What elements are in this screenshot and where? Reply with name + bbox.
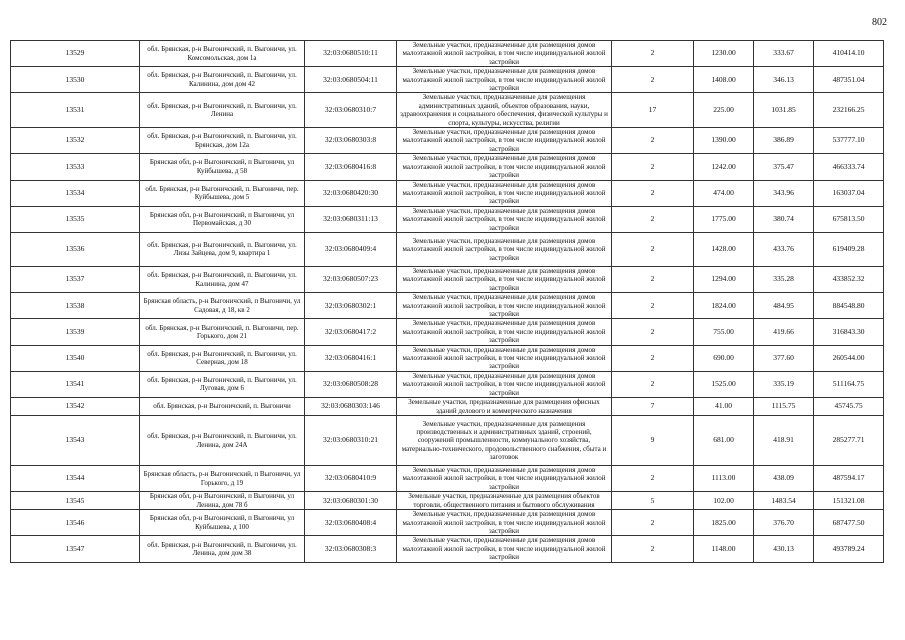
table-row: [11, 345, 884, 371]
row-id-cell: 13535: [11, 206, 140, 232]
cadastral-number-cell: 32:03:0680416:8: [305, 154, 397, 180]
address-cell: обл. Брянская, р-н Выгоничский, п. Выгоничи, ул. Лизы Зайцева, дом 9, квартира 1: [140, 232, 305, 266]
table-body: [11, 41, 884, 563]
cadastral-number-cell: 32:03:0680508:28: [305, 371, 397, 397]
land-use-cell: Земельные участки, предназначенные для размещения домов малоэтажной жилой застройки, в том числе индивидуальной жилой застройки: [397, 206, 612, 232]
area-cell: 1148.00: [694, 536, 754, 562]
unit-value-cell: 484.95: [754, 293, 814, 319]
table-row: [11, 536, 884, 562]
land-use-cell: Земельные участки, предназначенные для размещения домов малоэтажной жилой застройки, в том числе индивидуальной жилой застройки: [397, 536, 612, 562]
row-id-cell: 13542: [11, 398, 140, 416]
land-use-cell: Земельные участки, предназначенные для размещения домов малоэтажной жилой застройки, в том числе индивидуальной жилой застройки: [397, 154, 612, 180]
table-row: [11, 67, 884, 93]
row-id-cell: 13531: [11, 93, 140, 128]
row-id-cell: 13534: [11, 180, 140, 206]
use-group-cell: 2: [612, 67, 694, 93]
address-cell: обл. Брянская, р-н Выгоничский, п. Выгоничи, ул. Ленина, дом дом 38: [140, 536, 305, 562]
use-group-cell: 5: [612, 492, 694, 510]
unit-value-cell: 430.13: [754, 536, 814, 562]
use-group-cell: 2: [612, 510, 694, 536]
use-group-cell: 2: [612, 319, 694, 345]
row-id-cell: 13547: [11, 536, 140, 562]
use-group-cell: 2: [612, 41, 694, 67]
unit-value-cell: 346.13: [754, 67, 814, 93]
cadastral-value-cell: 493789.24: [814, 536, 884, 562]
address-cell: Брянская обл, р-н Выгоничский, п Выгоничи, ул Куйбышева, д 58: [140, 154, 305, 180]
area-cell: 474.00: [694, 180, 754, 206]
use-group-cell: 17: [612, 93, 694, 128]
row-id-cell: 13546: [11, 510, 140, 536]
row-id-cell: 13544: [11, 466, 140, 492]
cadastral-number-cell: 32:03:0680303:146: [305, 398, 397, 416]
cadastral-value-cell: 537777.10: [814, 128, 884, 154]
table-row: [11, 154, 884, 180]
cadastral-number-cell: 32:03:0680410:9: [305, 466, 397, 492]
table-row: [11, 293, 884, 319]
row-id-cell: 13536: [11, 232, 140, 266]
table-row: [11, 492, 884, 510]
row-id-cell: 13530: [11, 67, 140, 93]
table-row: [11, 398, 884, 416]
use-group-cell: 2: [612, 232, 694, 266]
use-group-cell: 2: [612, 206, 694, 232]
address-cell: обл. Брянская, р-н Выгоничский, п. Выгоничи, ул. Ленина, дом 24А: [140, 416, 305, 466]
area-cell: 1408.00: [694, 67, 754, 93]
table-row: [11, 180, 884, 206]
unit-value-cell: 333.67: [754, 41, 814, 67]
use-group-cell: 2: [612, 536, 694, 562]
area-cell: 1428.00: [694, 232, 754, 266]
row-id-cell: 13529: [11, 41, 140, 67]
table-row: [11, 319, 884, 345]
unit-value-cell: 1483.54: [754, 492, 814, 510]
cadastral-number-cell: 32:03:0680417:2: [305, 319, 397, 345]
land-use-cell: Земельные участки, предназначенные для размещения домов малоэтажной жилой застройки, в том числе индивидуальной жилой застройки: [397, 266, 612, 292]
unit-value-cell: 1031.85: [754, 93, 814, 128]
table-row: [11, 371, 884, 397]
area-cell: 1294.00: [694, 266, 754, 292]
cadastral-number-cell: 32:03:0680310:21: [305, 416, 397, 466]
cadastral-number-cell: 32:03:0680420:30: [305, 180, 397, 206]
unit-value-cell: 376.70: [754, 510, 814, 536]
cadastral-number-cell: 32:03:0680303:8: [305, 128, 397, 154]
use-group-cell: 2: [612, 154, 694, 180]
address-cell: обл. Брянская, р-н Выгоничский, п. Выгоничи, ул. Калинина, дом 47: [140, 266, 305, 292]
land-use-cell: Земельные участки, предназначенные для размещения домов малоэтажной жилой застройки, в том числе индивидуальной жилой застройки: [397, 319, 612, 345]
area-cell: 1113.00: [694, 466, 754, 492]
land-use-cell: Земельные участки, предназначенные для размещения домов малоэтажной жилой застройки, в том числе индивидуальной жилой застройки: [397, 128, 612, 154]
unit-value-cell: 438.09: [754, 466, 814, 492]
use-group-cell: 2: [612, 128, 694, 154]
land-use-cell: Земельные участки, предназначенные для размещения домов малоэтажной жилой застройки, в том числе индивидуальной жилой застройки: [397, 180, 612, 206]
cadastral-value-cell: 487594.17: [814, 466, 884, 492]
table-row: [11, 466, 884, 492]
row-id-cell: 13540: [11, 345, 140, 371]
cadastral-value-table: [10, 40, 884, 563]
address-cell: Брянская обл, р-н Выгоничский, п Выгоничи, ул Куйбышева, д 100: [140, 510, 305, 536]
row-id-cell: 13537: [11, 266, 140, 292]
page-number: 802: [872, 17, 887, 28]
land-use-cell: Земельные участки, предназначенные для размещения домов малоэтажной жилой застройки, в том числе индивидуальной жилой застройки: [397, 510, 612, 536]
land-use-cell: Земельные участки, предназначенные для размещения домов малоэтажной жилой застройки, в том числе индивидуальной жилой застройки: [397, 67, 612, 93]
address-cell: Брянская область, р-н Выгоничский, п Выгоничи, ул Горького, д 19: [140, 466, 305, 492]
area-cell: 1390.00: [694, 128, 754, 154]
cadastral-value-cell: 433852.32: [814, 266, 884, 292]
cadastral-value-cell: 466333.74: [814, 154, 884, 180]
table-row: [11, 416, 884, 466]
cadastral-value-cell: 511164.75: [814, 371, 884, 397]
unit-value-cell: 433.76: [754, 232, 814, 266]
use-group-cell: 2: [612, 180, 694, 206]
cadastral-value-cell: 675813.50: [814, 206, 884, 232]
row-id-cell: 13543: [11, 416, 140, 466]
cadastral-value-cell: 687477.50: [814, 510, 884, 536]
cadastral-value-cell: 260544.00: [814, 345, 884, 371]
unit-value-cell: 380.74: [754, 206, 814, 232]
address-cell: Брянская область, р-н Выгоничский, п Выгоничи, ул Садовая, д 18, кв 2: [140, 293, 305, 319]
row-id-cell: 13533: [11, 154, 140, 180]
cadastral-value-cell: 151321.08: [814, 492, 884, 510]
use-group-cell: 2: [612, 293, 694, 319]
cadastral-value-cell: 232166.25: [814, 93, 884, 128]
land-use-cell: Земельные участки, предназначенные для размещения объектов торговли, общественного питания и бытового обслуживания: [397, 492, 612, 510]
use-group-cell: 7: [612, 398, 694, 416]
cadastral-number-cell: 32:03:0680311:13: [305, 206, 397, 232]
cadastral-number-cell: 32:03:0680409:4: [305, 232, 397, 266]
table-row: [11, 128, 884, 154]
land-use-cell: Земельные участки, предназначенные для размещения домов малоэтажной жилой застройки, в том числе индивидуальной жилой застройки: [397, 232, 612, 266]
unit-value-cell: 343.96: [754, 180, 814, 206]
area-cell: 1824.00: [694, 293, 754, 319]
cadastral-value-cell: 316843.30: [814, 319, 884, 345]
area-cell: 1775.00: [694, 206, 754, 232]
cadastral-value-cell: 487351.04: [814, 67, 884, 93]
unit-value-cell: 1115.75: [754, 398, 814, 416]
cadastral-number-cell: 32:03:0680416:1: [305, 345, 397, 371]
address-cell: обл. Брянская, р-н Выгоничский, п. Выгоничи, ул. Ленина: [140, 93, 305, 128]
area-cell: 690.00: [694, 345, 754, 371]
cadastral-number-cell: 32:03:0680510:11: [305, 41, 397, 67]
row-id-cell: 13538: [11, 293, 140, 319]
table-row: [11, 206, 884, 232]
land-use-cell: Земельные участки, предназначенные для размещения офисных зданий делового и коммерческого назначения: [397, 398, 612, 416]
cadastral-number-cell: 32:03:0680507:23: [305, 266, 397, 292]
area-cell: 41.00: [694, 398, 754, 416]
cadastral-number-cell: 32:03:0680302:1: [305, 293, 397, 319]
address-cell: обл. Брянская, р-н Выгоничский, п. Выгоничи, пер. Горького, дом 21: [140, 319, 305, 345]
unit-value-cell: 419.66: [754, 319, 814, 345]
address-cell: Брянская обл, р-н Выгоничский, п Выгоничи, ул Ленина, дом 78 б: [140, 492, 305, 510]
cadastral-value-cell: 619409.28: [814, 232, 884, 266]
area-cell: 102.00: [694, 492, 754, 510]
cadastral-value-cell: 884548.80: [814, 293, 884, 319]
land-use-cell: Земельные участки, предназначенные для размещения домов малоэтажной жилой застройки, в том числе индивидуальной жилой застройки: [397, 345, 612, 371]
unit-value-cell: 375.47: [754, 154, 814, 180]
area-cell: 1242.00: [694, 154, 754, 180]
address-cell: обл. Брянская, р-н Выгоничский, п. Выгоничи, ул. Комсомольская, дом 1а: [140, 41, 305, 67]
address-cell: обл. Брянская, р-н Выгоничский, п. Выгоничи, ул. Луговая, дом 6: [140, 371, 305, 397]
unit-value-cell: 418.91: [754, 416, 814, 466]
cadastral-value-cell: 410414.10: [814, 41, 884, 67]
row-id-cell: 13541: [11, 371, 140, 397]
unit-value-cell: 335.28: [754, 266, 814, 292]
use-group-cell: 2: [612, 266, 694, 292]
cadastral-number-cell: 32:03:0680310:7: [305, 93, 397, 128]
address-cell: обл. Брянская, р-н Выгоничский, п. Выгоничи, пер. Куйбышева, дом 5: [140, 180, 305, 206]
land-use-cell: Земельные участки, предназначенные для размещения домов малоэтажной жилой застройки, в том числе индивидуальной жилой застройки: [397, 293, 612, 319]
unit-value-cell: 377.60: [754, 345, 814, 371]
address-cell: Брянская обл, р-н Выгоничский, п Выгоничи, ул Первомайская, д 30: [140, 206, 305, 232]
address-cell: обл. Брянская, р-н Выгоничский, п. Выгоничи: [140, 398, 305, 416]
cadastral-value-cell: 163037.04: [814, 180, 884, 206]
cadastral-value-cell: 285277.71: [814, 416, 884, 466]
area-cell: 681.00: [694, 416, 754, 466]
land-use-cell: Земельные участки, предназначенные для размещения домов малоэтажной жилой застройки, в том числе индивидуальной жилой застройки: [397, 41, 612, 67]
address-cell: обл. Брянская, р-н Выгоничский, п. Выгоничи, ул. Калинина, дом дом 42: [140, 67, 305, 93]
cadastral-number-cell: 32:03:0680308:3: [305, 536, 397, 562]
address-cell: обл. Брянская, р-н Выгоничский, п. Выгоничи, ул. Брянская, дом 12а: [140, 128, 305, 154]
address-cell: обл. Брянская, р-н Выгоничский, п. Выгоничи, ул. Северная, дом 18: [140, 345, 305, 371]
cadastral-number-cell: 32:03:0680301:30: [305, 492, 397, 510]
table-row: [11, 232, 884, 266]
area-cell: 1230.00: [694, 41, 754, 67]
table-row: [11, 93, 884, 128]
row-id-cell: 13545: [11, 492, 140, 510]
area-cell: 755.00: [694, 319, 754, 345]
cadastral-number-cell: 32:03:0680504:11: [305, 67, 397, 93]
use-group-cell: 2: [612, 466, 694, 492]
area-cell: 1825.00: [694, 510, 754, 536]
land-use-cell: Земельные участки, предназначенные для размещения производственных и административных зданий, строений, сооружений промышленности, коммунального хозяйства, материально-технического, продовольственного снабжения, сбыта и заготовок: [397, 416, 612, 466]
table-row: [11, 266, 884, 292]
unit-value-cell: 335.19: [754, 371, 814, 397]
row-id-cell: 13539: [11, 319, 140, 345]
area-cell: 1525.00: [694, 371, 754, 397]
use-group-cell: 2: [612, 345, 694, 371]
table-row: [11, 41, 884, 67]
cadastral-value-cell: 45745.75: [814, 398, 884, 416]
land-use-cell: Земельные участки, предназначенные для размещения домов малоэтажной жилой застройки, в том числе индивидуальной жилой застройки: [397, 371, 612, 397]
use-group-cell: 2: [612, 371, 694, 397]
table-row: [11, 510, 884, 536]
land-use-cell: Земельные участки, предназначенные для размещения домов малоэтажной жилой застройки, в том числе индивидуальной жилой застройки: [397, 466, 612, 492]
cadastral-number-cell: 32:03:0680408:4: [305, 510, 397, 536]
unit-value-cell: 386.89: [754, 128, 814, 154]
area-cell: 225.00: [694, 93, 754, 128]
use-group-cell: 9: [612, 416, 694, 466]
row-id-cell: 13532: [11, 128, 140, 154]
land-use-cell: Земельные участки, предназначенные для размещения административных зданий, объектов образования, науки, здравоохранения и социального обеспечения, физической культуры и спорта, культуры, искусства, религии: [397, 93, 612, 128]
